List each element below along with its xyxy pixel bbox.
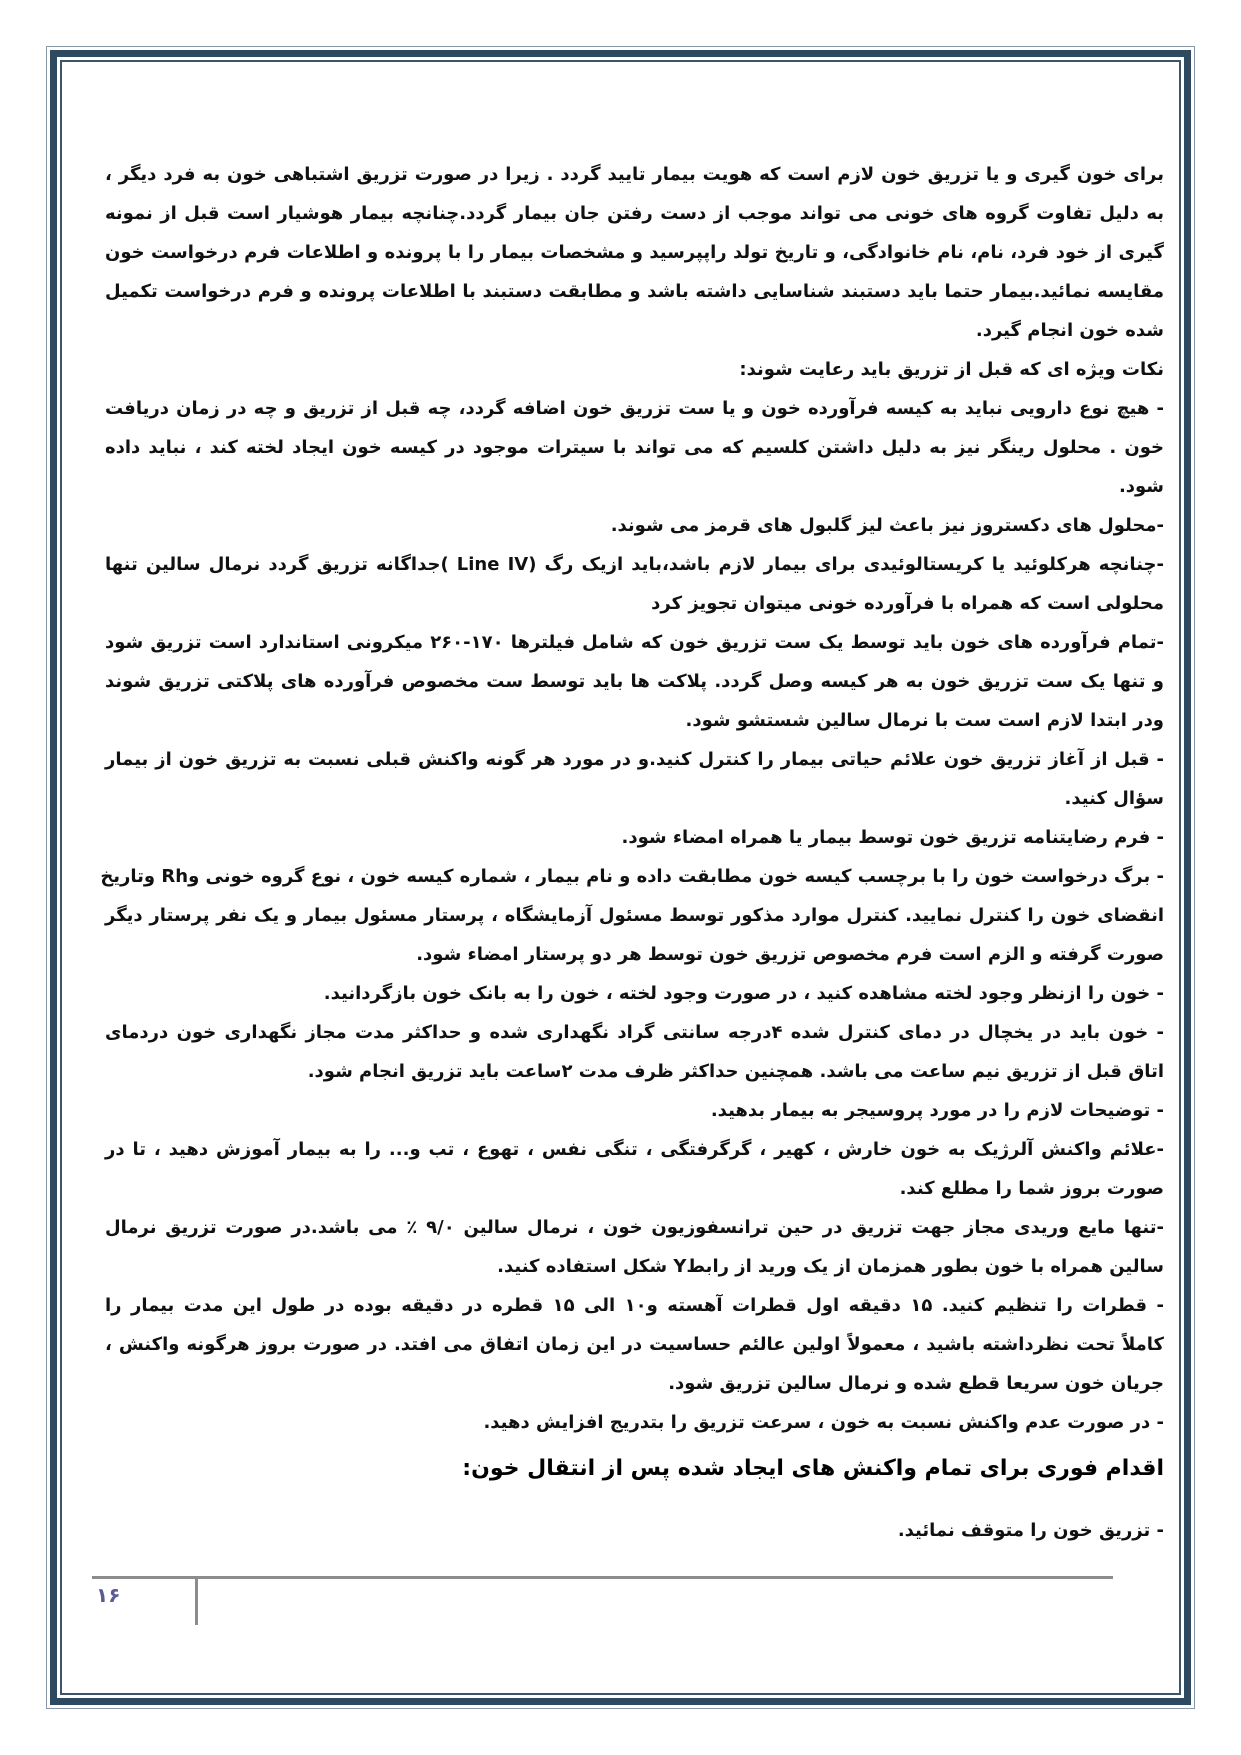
text-line: - قطرات را تنظیم کنید. ۱۵ دقیقه اول قطرات آهسته و۱۰ الی ۱۵ قطره در دقیقه بوده در طول این مدت بیمار را	[105, 1295, 1164, 1316]
paragraph	[105, 545, 1164, 623]
text-line: جریان خون سریعا قطع شده و نرمال سالین تزریق شود.	[668, 1373, 1164, 1394]
text-line: صورت بروز شما را مطلع کند.	[899, 1178, 1164, 1199]
body-text	[100, 155, 1165, 1442]
text-line: - خون باید در یخچال در دمای کنترل شده ۴درجه سانتی گراد نگهداری شده و حداکثر مدت مجاز نگهداری خون دردمای	[105, 1022, 1164, 1043]
text-line: -محلول های دکستروز نیز باعث لیز گلبول های قرمز می شوند.	[610, 515, 1164, 536]
text-line: کاملاً تحت نظرداشته باشید ، معمولاً اولین عالئم حساسیت در این زمان اتفاق می افتد. در صورت بروز هرگونه واکنش ،	[105, 1334, 1164, 1355]
footer-divider	[92, 1576, 1113, 1579]
text-line: سالین همراه با خون بطور همزمان از یک ورید از رابطY شکل استفاده کنید.	[497, 1256, 1164, 1277]
paragraph: - تزریق خون را متوقف نمائید.	[897, 1520, 1164, 1541]
text-line: -تنها مایع وریدی مجاز جهت تزریق در حین ترانسفوزیون خون ، نرمال سالین ۹/۰ ٪ می باشد.در صورت تزریق نرمال	[105, 1217, 1165, 1238]
text-line: -تمام فرآورده های خون باید توسط یک ست تزریق خون که شامل فیلترها ۱۷۰-۲۶۰ میکرونی استاندارد است تزریق شود	[105, 632, 1164, 653]
text-line: گیری از خود فرد، نام، نام خانوادگی، و تاریخ تولد راپپرسید و مشخصات بیمار را با پرونده و اطلاعات فرم درخواست خون	[105, 242, 1164, 263]
text-line: - در صورت عدم واکنش نسبت به خون ، سرعت تزریق را بتدریج افزایش دهید.	[483, 1412, 1164, 1433]
text-line: صورت گرفته و الزم است فرم مخصوص تزریق خون توسط هر دو پرستار امضاء شود.	[416, 944, 1164, 965]
section-heading: اقدام فوری برای تمام واکنش های ایجاد شده پس از انتقال خون:	[462, 1456, 1164, 1481]
paragraph	[105, 1403, 1164, 1442]
text-line: شده خون انجام گیرد.	[975, 320, 1164, 341]
paragraph	[105, 1208, 1164, 1286]
text-line: -چنانچه هرکلوئید یا کریستالوئیدی برای بیمار لازم باشد،باید ازیک رگ (Line IV )جداگانه تزریق گردد نرمال سالین تنها	[105, 554, 1164, 575]
paragraph	[105, 1013, 1164, 1091]
text-line: - قبل از آغاز تزریق خون علائم حیاتی بیمار را کنترل کنید.و در مورد هر گونه واکنش قبلی نسبت به تزریق خون از بیمار	[105, 749, 1164, 770]
page-number: ۱۶	[96, 1583, 121, 1607]
paragraph	[105, 623, 1164, 740]
text-line: شود.	[1118, 476, 1164, 497]
text-line: اتاق قبل از تزریق نیم ساعت می باشد. همچنین حداکثر ظرف مدت ۲ساعت باید تزریق انجام شود.	[307, 1061, 1164, 1082]
paragraph	[105, 155, 1164, 350]
text-line: برای خون گیری و یا تزریق خون لازم است که هویت بیمار تایید گردد . زیرا در صورت تزریق اشتباهی خون به فرد دیگر ،	[105, 164, 1164, 185]
paragraph	[105, 740, 1164, 818]
text-line: و تنها یک ست تزریق خون به هر کیسه وصل گردد. پلاکت ها باید توسط ست مخصوص فرآورده های پلاکتی تزریق شوند	[105, 671, 1164, 692]
paragraph	[105, 974, 1164, 1013]
text-line: - فرم رضایتنامه تزریق خون توسط بیمار یا همراه امضاء شود.	[621, 827, 1164, 848]
text-line: - توضیحات لازم را در مورد پروسیجر به بیمار بدهید.	[710, 1100, 1164, 1121]
paragraph	[105, 1091, 1164, 1130]
paragraph	[105, 1130, 1164, 1208]
text-line: -علائم واکنش آلرژیک به خون خارش ، کهیر ، گرگرفتگی ، تنگی نفس ، تهوع ، تب و... را به بیمار آموزش دهید ، تا در	[105, 1139, 1164, 1160]
text-line: نکات ویژه ای که قبل از تزریق باید رعایت شوند:	[739, 359, 1164, 380]
paragraph	[105, 1286, 1164, 1403]
paragraph	[105, 350, 1164, 389]
paragraph	[105, 818, 1164, 857]
text-line: مقایسه نمائید.بیمار حتما باید دستبند شناسایی داشته باشد و مطابقت دستبند با اطلاعات پرونده و فرم درخواست تکمیل	[105, 281, 1164, 302]
text-line: - هیچ نوع دارویی نباید به کیسه فرآورده خون و یا ست تزریق خون اضافه گردد، چه قبل از تزریق و چه در زمان دریافت	[105, 398, 1164, 419]
text-line: - خون را ازنظر وجود لخته مشاهده کنید ، در صورت وجود لخته ، خون را به بانک خون بازگردانید.	[323, 983, 1164, 1004]
text-line: - برگ درخواست خون را با برچسب کیسه خون مطابقت داده و نام بیمار ، شماره کیسه خون ، نوع گروه خونی وRh وتاریخ	[100, 866, 1164, 887]
paragraph	[100, 857, 1164, 974]
text-line: انقضای خون را کنترل نمایید. کنترل موارد مذکور توسط مسئول آزمایشگاه ، پرستار مسئول بیمار و یک نفر پرستار دیگر	[105, 905, 1164, 926]
paragraph	[105, 389, 1164, 506]
footer-separator	[195, 1578, 198, 1625]
text-line: به دلیل تفاوت گروه های خونی می تواند موجب از دست رفتن جان بیمار گردد.چنانچه بیمار هوشیار است قبل از نمونه	[105, 203, 1164, 224]
paragraph	[105, 506, 1164, 545]
text-line: خون . محلول رینگر نیز به دلیل داشتن کلسیم که می تواند با سیترات موجود در کیسه خون ایجاد لخته کند ، نباید داده	[105, 437, 1164, 458]
text-line: محلولی است که همراه با فرآورده خونی میتوان تجویز کرد	[651, 593, 1164, 614]
text-line: سؤال کنید.	[1064, 788, 1164, 809]
text-line: ودر ابتدا لازم است ست با نرمال سالین شستشو شود.	[685, 710, 1164, 731]
